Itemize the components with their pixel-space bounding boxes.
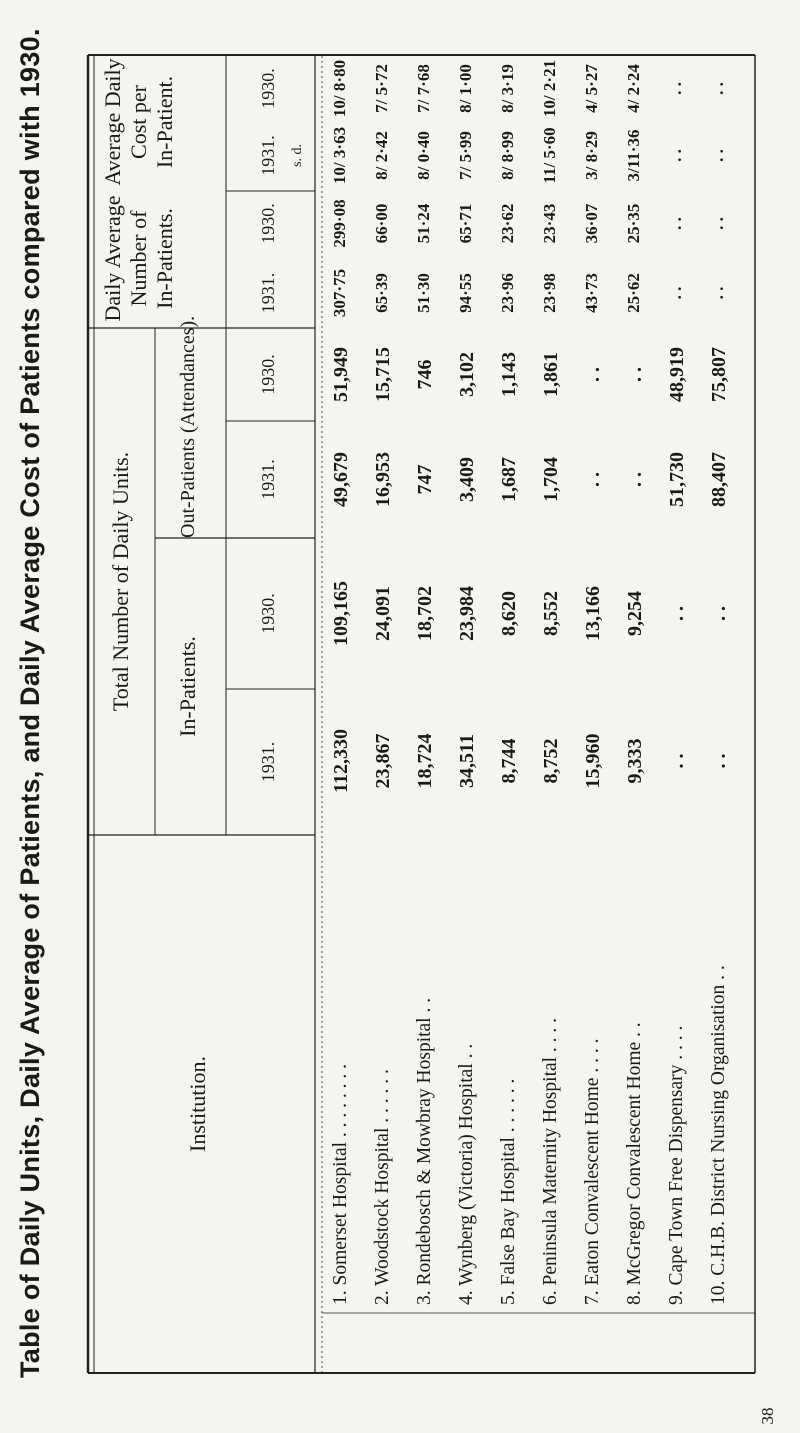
- header-in-patients: In-Patients.: [175, 636, 200, 737]
- in-1931-value: 23,867: [372, 733, 394, 789]
- institution-name: 1. Somerset Hospital . . . . . . . .: [330, 1063, 351, 1305]
- header-institution: Institution.: [185, 1056, 210, 1152]
- out-1931-value: 1,687: [498, 457, 520, 502]
- avg-1931-value: 94·55: [456, 273, 475, 313]
- cost-1930-value: 10/ 2·21: [540, 59, 559, 118]
- out-1931-value: 51,730: [666, 452, 688, 507]
- header-average-daily-cost: [100, 55, 178, 189]
- in-1931-value: 15,960: [582, 733, 604, 789]
- cost-1930-value: . .: [708, 82, 727, 95]
- out-1930-value: 1,143: [498, 352, 520, 397]
- cost-1930-value: 4/ 2·24: [624, 64, 643, 113]
- out-1930-value: 3,102: [456, 352, 478, 397]
- cost-1930-value: . .: [666, 82, 685, 95]
- cost-1931-value: 11/ 5·60: [540, 127, 559, 184]
- institution-name: 6. Peninsula Maternity Hospital . . . .: [540, 1017, 561, 1305]
- out-1930-value: . .: [582, 367, 604, 382]
- year-average-cost-1931: 1931.: [258, 135, 278, 176]
- header-daily-average-line3: In-Patients.: [152, 208, 177, 309]
- cost-1931-value: . .: [708, 149, 727, 162]
- year-in-patients-1930: 1930.: [258, 593, 278, 634]
- cost-1931-value: 7/ 5·99: [456, 131, 475, 180]
- avg-1930-value: 66·00: [372, 203, 391, 244]
- cost-1931-value: 10/ 3·63: [330, 126, 349, 185]
- header-daily-average-line1: Daily Average: [100, 195, 125, 322]
- out-1930-value: 1,861: [540, 352, 562, 397]
- in-1930-value: 13,166: [582, 586, 604, 641]
- in-1931-value: 9,333: [624, 738, 646, 784]
- year-average-cost-1930: 1930.: [258, 68, 278, 109]
- in-1931-value: 8,744: [498, 738, 520, 784]
- avg-1930-value: 51·24: [414, 203, 433, 244]
- cost-1931-value: 8/ 8·99: [498, 131, 517, 180]
- institution-name: 10. C.H.B. District Nursing Organisation . .: [708, 965, 729, 1305]
- in-1930-value: 8,552: [540, 591, 562, 636]
- avg-1930-value: 299·08: [330, 199, 349, 248]
- institution-name: 4. Wynberg (Victoria) Hospital . .: [456, 1043, 477, 1305]
- out-1930-value: 48,919: [666, 347, 688, 402]
- out-1931-value: 3,409: [456, 457, 478, 502]
- avg-1931-value: 51·30: [414, 273, 433, 313]
- out-1931-value: 747: [414, 464, 436, 495]
- avg-1931-value: 307·75: [330, 268, 349, 318]
- cost-1931-value: 3/11·36: [624, 129, 643, 182]
- avg-1930-value: 65·71: [456, 203, 475, 244]
- in-1930-value: 18,702: [414, 586, 436, 641]
- avg-1931-value: 65·39: [372, 273, 391, 313]
- header-daily-average-line2: Number of: [126, 210, 151, 307]
- year-daily-average-1931: 1931.: [258, 272, 278, 314]
- year-out-patients-1931: 1931.: [258, 459, 278, 500]
- in-1930-value: 9,254: [624, 591, 646, 636]
- in-1931-value: . .: [666, 753, 688, 769]
- institution-name: 9. Cape Town Free Dispensary . . . .: [666, 1025, 687, 1305]
- avg-1930-value: . .: [666, 217, 685, 230]
- out-1931-value: . .: [582, 472, 604, 487]
- page-title: Table of Daily Units, Daily Average of Patients, and Daily Average Cost of Patients compared with 1930.: [15, 28, 45, 1378]
- institution-name: 3. Rondebosch & Mowbray Hospital . .: [414, 997, 435, 1305]
- in-1930-value: 23,984: [456, 586, 478, 641]
- cost-1930-value: 7/ 5·72: [372, 64, 391, 113]
- out-1930-value: 75,807: [708, 347, 730, 402]
- institution-name: 7. Eaton Convalescent Home . . . .: [582, 1038, 603, 1305]
- out-1931-value: 1,704: [540, 457, 562, 502]
- in-1931-value: 34,511: [456, 734, 478, 788]
- cost-1931-value: 3/ 8·29: [582, 131, 601, 180]
- year-daily-average-1930: 1930.: [258, 203, 278, 244]
- cost-1931-value: 8/ 0·40: [414, 131, 433, 180]
- out-1931-value: 88,407: [708, 452, 730, 507]
- in-1930-value: 8,620: [498, 591, 520, 636]
- out-1930-value: 51,949: [330, 347, 352, 402]
- in-1930-value: 24,091: [372, 586, 394, 641]
- header-daily-average-patients: [100, 189, 178, 328]
- in-1930-value: . .: [708, 606, 730, 621]
- cost-units-label: s. d.: [290, 144, 305, 167]
- header-average-cost-line1: Average Daily: [100, 58, 125, 186]
- header-average-cost-line3: In-Patient.: [152, 75, 177, 169]
- cost-1930-value: 8/ 1·00: [456, 64, 475, 113]
- cost-1930-value: 4/ 5·27: [582, 64, 601, 113]
- in-1931-value: 112,330: [330, 729, 352, 793]
- avg-1930-value: 23·62: [498, 203, 517, 244]
- out-1930-value: . .: [624, 367, 646, 382]
- out-1931-value: . .: [624, 472, 646, 487]
- header-average-cost-line2: Cost per: [126, 85, 151, 159]
- year-in-patients-1931: 1931.: [258, 741, 278, 783]
- cost-1931-value: 8/ 2·42: [372, 131, 391, 180]
- out-1930-value: 15,715: [372, 347, 394, 402]
- in-1931-value: 18,724: [414, 733, 436, 789]
- cost-1931-value: . .: [666, 149, 685, 162]
- avg-1930-value: 36·07: [582, 203, 601, 244]
- in-1931-value: . .: [708, 753, 730, 769]
- avg-1930-value: 25·35: [624, 203, 643, 244]
- header-total-daily-units: Total Number of Daily Units.: [108, 451, 133, 712]
- cost-1930-value: 8/ 3·19: [498, 64, 517, 113]
- header-out-patients: Out-Patients (Attendances).: [177, 315, 199, 538]
- avg-1931-value: 43·73: [582, 273, 601, 313]
- out-1931-value: 49,679: [330, 452, 352, 507]
- out-1930-value: 746: [414, 359, 436, 390]
- institution-name: 5. False Bay Hospital . . . . . .: [498, 1078, 519, 1305]
- in-1930-value: . .: [666, 606, 688, 621]
- avg-1931-value: . .: [708, 286, 727, 300]
- avg-1931-value: 23·98: [540, 273, 559, 313]
- in-1930-value: 109,165: [330, 581, 352, 646]
- avg-1931-value: 23·96: [498, 273, 517, 313]
- avg-1931-value: . .: [666, 286, 685, 300]
- institution-name: 8. McGregor Convalescent Home . .: [624, 1022, 645, 1305]
- institution-name: 2. Woodstock Hospital . . . . . .: [372, 1069, 393, 1305]
- avg-1930-value: 23·43: [540, 203, 559, 244]
- out-1931-value: 16,953: [372, 452, 394, 507]
- avg-1931-value: 25·62: [624, 273, 643, 313]
- page-number: 38: [758, 1407, 777, 1425]
- year-out-patients-1930: 1930.: [258, 354, 278, 395]
- avg-1930-value: . .: [708, 217, 727, 230]
- cost-1930-value: 7/ 7·68: [414, 64, 433, 113]
- cost-1930-value: 10/ 8·80: [330, 59, 349, 118]
- in-1931-value: 8,752: [540, 738, 562, 784]
